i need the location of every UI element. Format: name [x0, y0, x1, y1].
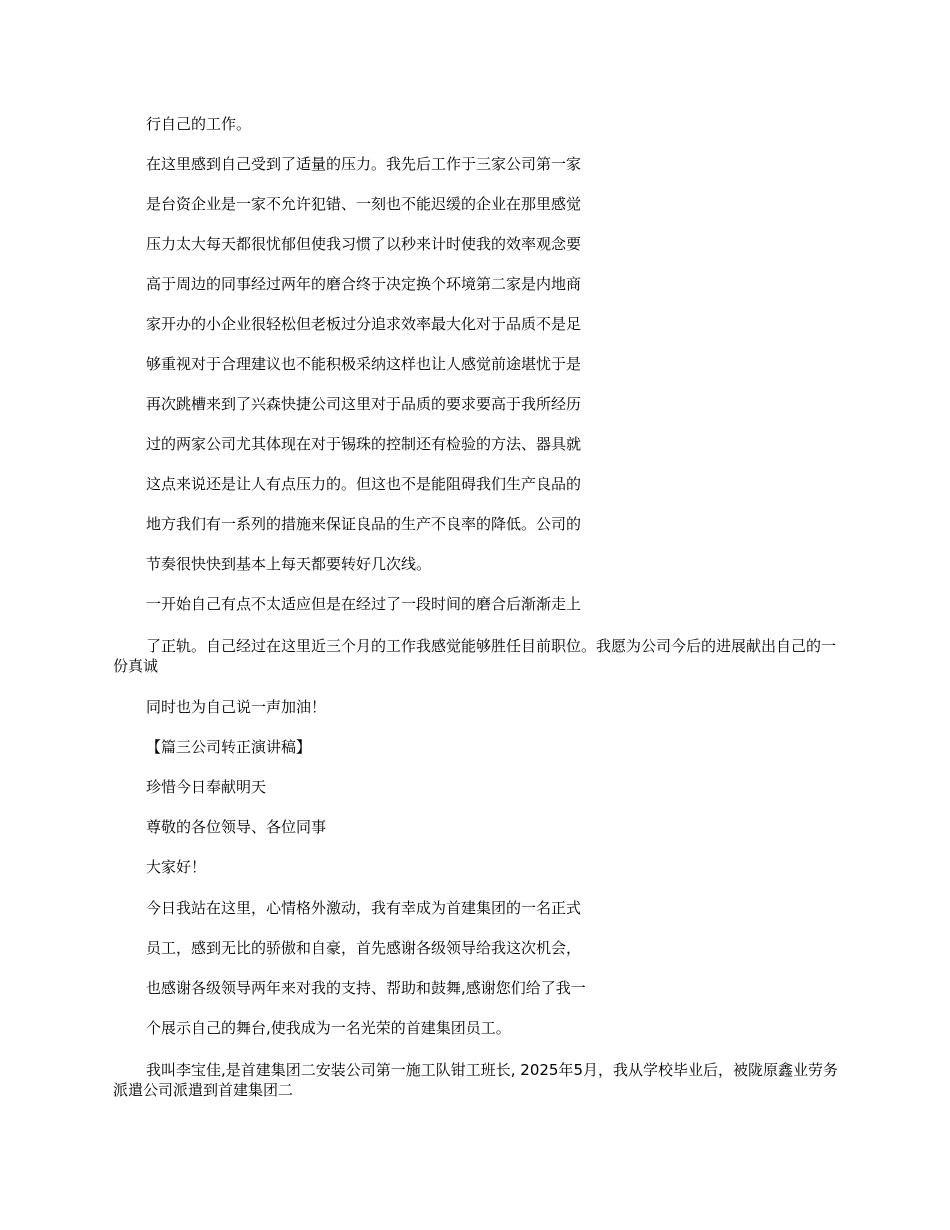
- text-line: 家开办的小企业很轻松但老板过分追求效率最大化对于品质不是足: [146, 315, 582, 333]
- paragraph: 我叫李宝佳,是首建集团二安装公司第一施工队钳工班长, 2025年5月，我从学校毕业后，被陇原鑫业劳务派遣公司派遣到首建集团二: [113, 1061, 839, 1099]
- greeting: 大家好！: [146, 858, 207, 876]
- text-line: 够重视对于合理建议也不能积极采纳这样也让人感觉前途堪忧于是: [146, 355, 582, 373]
- text-line: 在这里感到自己受到了适量的压力。我先后工作于三家公司第一家: [146, 155, 582, 173]
- text-line: 今日我站在这里，心情格外激动，我有幸成为首建集团的一名正式: [146, 899, 582, 917]
- text-line: 地方我们有一系列的措施来保证良品的生产不良率的降低。公司的: [146, 515, 582, 533]
- greeting: 尊敬的各位领导、各位同事: [146, 818, 327, 836]
- text-line: 是台资企业是一家不允许犯错、一刻也不能迟缓的企业在那里感觉: [146, 195, 582, 213]
- text-line: 节奏很快快到基本上每天都要转好几次线。: [146, 555, 432, 573]
- text-line: 员工，感到无比的骄傲和自豪，首先感谢各级领导给我这次机会，: [146, 939, 582, 957]
- text-line: 行自己的工作。: [146, 115, 252, 133]
- paragraph: 了正轨。自己经过在这里近三个月的工作我感觉能够胜任目前职位。我愿为公司今后的进展献出自己的一份真诚: [113, 637, 837, 675]
- text-line: 个展示自己的舞台,使我成为一名光荣的首建集团员工。: [146, 1019, 511, 1037]
- text-line: 也感谢各级领导两年来对我的支持、帮助和鼓舞,感谢您们给了我一: [146, 979, 586, 997]
- speech-title: 珍惜今日奉献明天: [146, 778, 267, 796]
- text-line: 一开始自己有点不太适应但是在经过了一段时间的磨合后渐渐走上: [146, 595, 582, 613]
- text-line: 这点来说还是让人有点压力的。但这也不是能阻碍我们生产良品的: [146, 475, 582, 493]
- text-line: 高于周边的同事经过两年的磨合终于决定换个环境第二家是内地商: [146, 275, 582, 293]
- text-line: 同时也为自己说一声加油！: [146, 698, 327, 716]
- text-line: 过的两家公司尤其体现在对于锡珠的控制还有检验的方法、器具就: [146, 435, 582, 453]
- section-heading: 【篇三公司转正演讲稿】: [146, 738, 312, 756]
- text-line: 压力太大每天都很忧郁但使我习惯了以秒来计时使我的效率观念要: [146, 235, 582, 253]
- text-line: 再次跳槽来到了兴森快捷公司这里对于品质的要求要高于我所经历: [146, 395, 582, 413]
